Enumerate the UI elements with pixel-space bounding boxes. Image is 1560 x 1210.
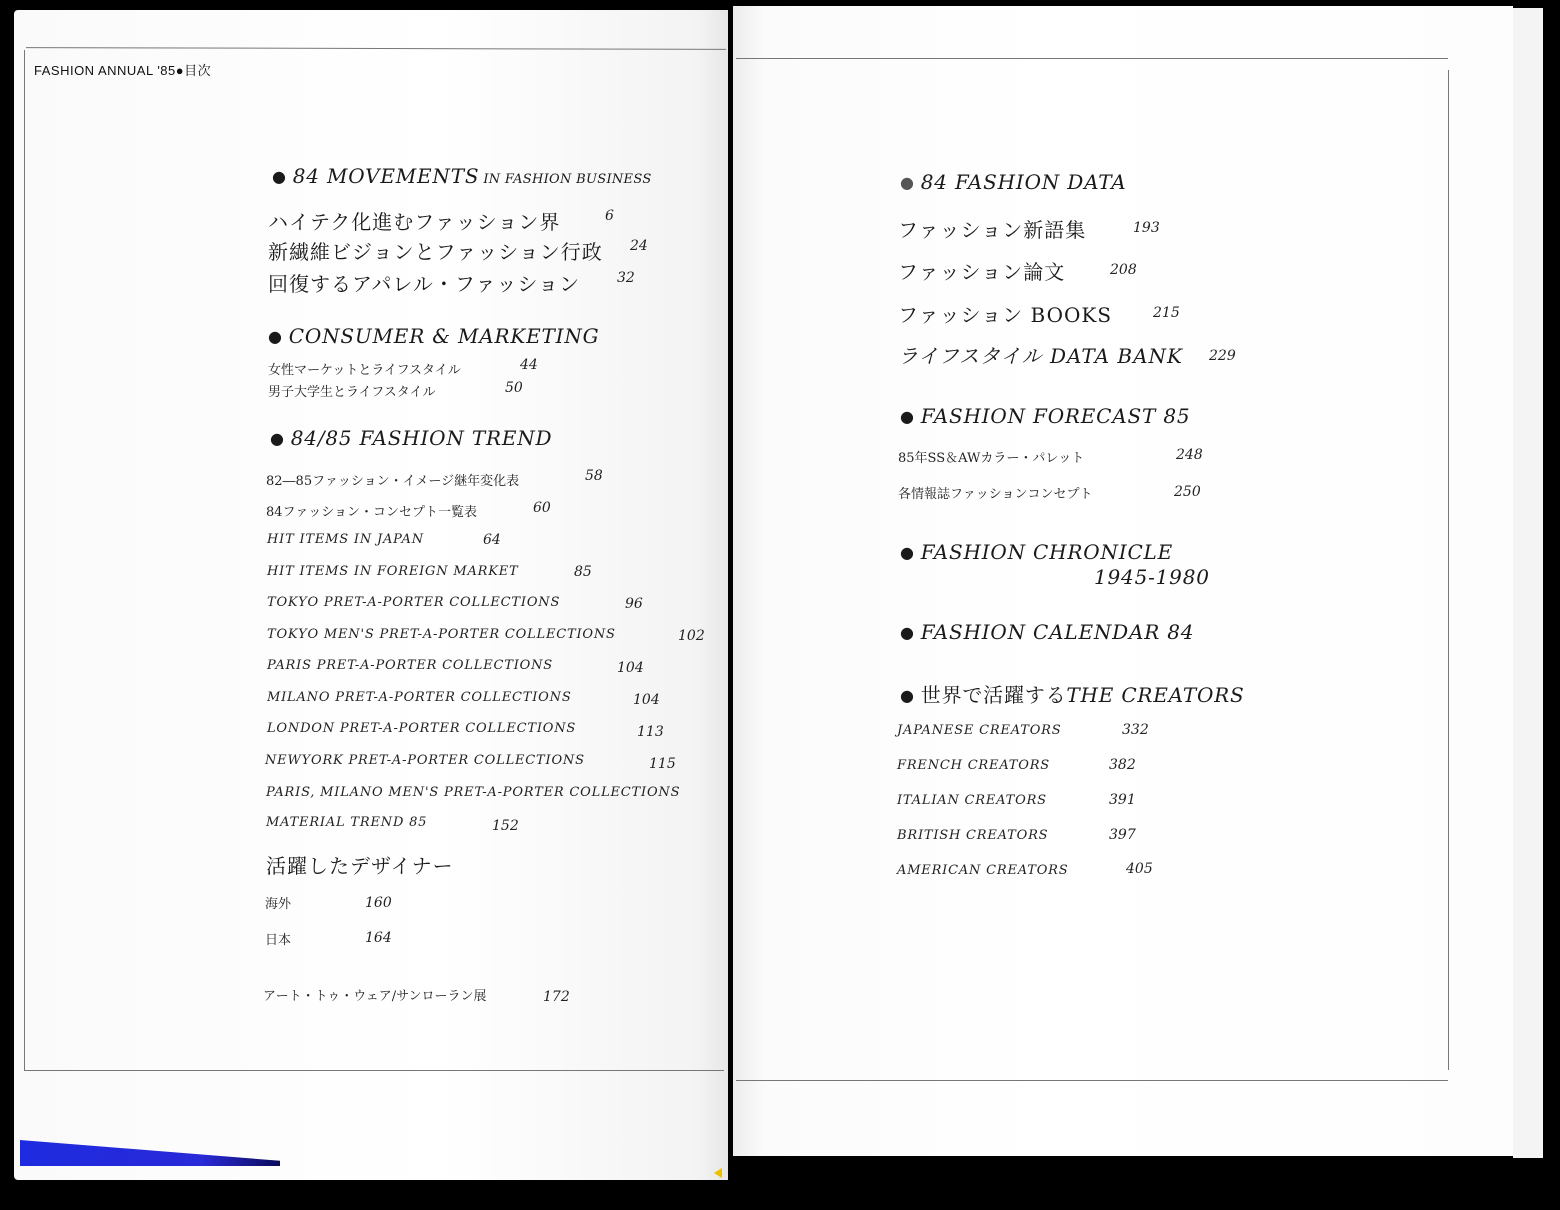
- toc-entry-page: 160: [365, 895, 392, 911]
- section-title-suffix: IN FASHION BUSINESS: [483, 172, 652, 187]
- toc-entry-page: 164: [365, 930, 392, 946]
- bullet-icon: ●: [900, 543, 915, 562]
- toc-entry-label[interactable]: HIT ITEMS IN JAPAN: [267, 532, 424, 547]
- toc-entry-label[interactable]: 85年SS＆AWカラー・パレット: [898, 451, 1085, 466]
- section-title: 84 FASHION DATA: [920, 170, 1127, 194]
- section-heading-forecast: [900, 404, 1190, 428]
- section-heading-consumer: [268, 324, 599, 348]
- toc-entry-page: 102: [678, 628, 705, 644]
- toc-entry-label[interactable]: 女性マーケットとライフスタイル: [268, 363, 461, 378]
- toc-entry-page: 96: [625, 596, 643, 612]
- toc-entry-label[interactable]: BRITISH CREATORS: [897, 828, 1049, 843]
- section-heading-chronicle: [900, 540, 1210, 589]
- toc-entry-label[interactable]: ファッション BOOKS: [898, 303, 1113, 327]
- toc-entry-page: 115: [649, 756, 676, 772]
- left-frame-bottom: [24, 1070, 724, 1071]
- toc-entry-page: 104: [617, 660, 644, 676]
- toc-entry-label[interactable]: AMERICAN CREATORS: [897, 863, 1069, 878]
- page-edge: [1513, 8, 1543, 1158]
- toc-entry-label[interactable]: PARIS, MILANO MEN'S PRET-A-PORTER COLLECTIONS: [266, 785, 681, 800]
- toc-entry-page: 113: [637, 724, 664, 740]
- section-title: CONSUMER & MARKETING: [288, 324, 600, 348]
- toc-entry-label[interactable]: 男子大学生とライフスタイル: [268, 385, 436, 400]
- right-frame-right: [1448, 70, 1449, 1070]
- toc-entry-label[interactable]: FRENCH CREATORS: [897, 758, 1051, 773]
- toc-entry-page: 58: [585, 468, 603, 484]
- toc-entry-label[interactable]: ファッション新語集: [898, 218, 1087, 242]
- toc-entry-label[interactable]: ライフスタイル DATA BANK: [898, 344, 1183, 368]
- toc-entry-label[interactable]: TOKYO PRET-A-PORTER COLLECTIONS: [267, 595, 561, 610]
- bookmark-marker: [714, 1168, 722, 1178]
- toc-entry-page: 208: [1110, 262, 1137, 278]
- toc-entry-page: 250: [1174, 484, 1201, 500]
- bullet-icon: ●: [900, 623, 915, 642]
- section-title: 84 MOVEMENTS: [292, 164, 480, 188]
- bullet-icon: ●: [272, 167, 287, 186]
- toc-entry-label[interactable]: ITALIAN CREATORS: [897, 793, 1047, 808]
- toc-entry-page: 44: [520, 357, 538, 373]
- section-heading-creators: [900, 679, 1245, 708]
- toc-entry-page: 104: [633, 692, 660, 708]
- section-heading-trend: [270, 426, 552, 450]
- toc-entry-page: 397: [1109, 827, 1136, 843]
- toc-entry-page: 391: [1109, 792, 1136, 808]
- toc-entry-page: 215: [1153, 305, 1180, 321]
- right-frame-top: [736, 58, 1448, 59]
- toc-entry-label[interactable]: 回復するアパレル・ファッション: [268, 272, 581, 296]
- toc-entry-page: 405: [1126, 861, 1153, 877]
- toc-entry-label[interactable]: JAPANESE CREATORS: [897, 723, 1062, 738]
- toc-entry-page: 6: [605, 208, 614, 224]
- toc-entry-label[interactable]: LONDON PRET-A-PORTER COLLECTIONS: [267, 721, 577, 736]
- bullet-icon: ●: [900, 686, 915, 705]
- section-heading-fashion-data: [900, 170, 1127, 194]
- toc-entry-label[interactable]: NEWYORK PRET-A-PORTER COLLECTIONS: [265, 753, 585, 768]
- left-frame-left: [24, 50, 25, 1070]
- toc-entry-label[interactable]: ハイテク化進むファッション界: [268, 210, 561, 234]
- bullet-icon: ●: [900, 173, 915, 192]
- toc-entry-label[interactable]: アート・トゥ・ウェア/サンローラン展: [263, 989, 487, 1004]
- section-heading-calendar: [900, 620, 1194, 644]
- toc-entry-page: 248: [1176, 447, 1203, 463]
- section-title-en: THE CREATORS: [1066, 683, 1245, 707]
- toc-entry-label[interactable]: MATERIAL TREND 85: [266, 815, 428, 830]
- toc-entry-label[interactable]: ファッション論文: [898, 260, 1066, 284]
- toc-entry-page: 32: [617, 270, 635, 286]
- toc-entry-label[interactable]: 新繊維ビジョンとファッション行政: [268, 240, 603, 264]
- toc-entry-label[interactable]: PARIS PRET-A-PORTER COLLECTIONS: [267, 658, 553, 673]
- toc-entry-label[interactable]: 84ファッション・コンセプト一覧表: [266, 505, 478, 520]
- bullet-icon: ●: [900, 407, 915, 426]
- bullet-icon: ●: [270, 429, 285, 448]
- section-title: 84/85 FASHION TREND: [290, 426, 553, 450]
- toc-entry-page: 382: [1109, 757, 1136, 773]
- toc-entry-page: 50: [505, 380, 523, 396]
- section-heading-movements: [272, 164, 652, 188]
- toc-entry-page: 24: [630, 238, 648, 254]
- toc-entry-label[interactable]: 各情報誌ファッションコンセプト: [898, 487, 1093, 502]
- bullet-icon: ●: [268, 327, 283, 346]
- toc-entry-page: 60: [533, 500, 551, 516]
- toc-entry-label[interactable]: TOKYO MEN'S PRET-A-PORTER COLLECTIONS: [267, 627, 616, 642]
- toc-entry-label[interactable]: HIT ITEMS IN FOREIGN MARKET: [267, 564, 519, 579]
- toc-entry-page: 85: [574, 564, 592, 580]
- toc-entry-label[interactable]: 日本: [265, 933, 292, 948]
- section-subtitle: 1945-1980: [1094, 565, 1210, 589]
- toc-entry-page: 229: [1209, 348, 1236, 364]
- section-title: FASHION CALENDAR 84: [920, 620, 1195, 644]
- section-title: FASHION FORECAST 85: [920, 404, 1191, 428]
- running-head: FASHION ANNUAL '85●目次: [34, 63, 212, 78]
- toc-entry-page: 64: [483, 532, 501, 548]
- section-heading-designers: 活躍したデザイナー: [266, 854, 454, 878]
- toc-entry-label[interactable]: 82―85ファッション・イメージ継年変化表: [266, 474, 520, 489]
- right-frame-bottom: [736, 1080, 1448, 1081]
- section-title-jp: 世界で活躍する: [920, 683, 1067, 707]
- toc-entry-label[interactable]: 海外: [265, 897, 292, 912]
- toc-entry-page: 193: [1133, 220, 1160, 236]
- toc-entry-page: 332: [1122, 722, 1149, 738]
- toc-entry-label[interactable]: MILANO PRET-A-PORTER COLLECTIONS: [267, 690, 572, 705]
- toc-entry-page: 172: [543, 989, 570, 1005]
- toc-entry-page: 152: [492, 818, 519, 834]
- section-title: FASHION CHRONICLE: [920, 540, 1174, 564]
